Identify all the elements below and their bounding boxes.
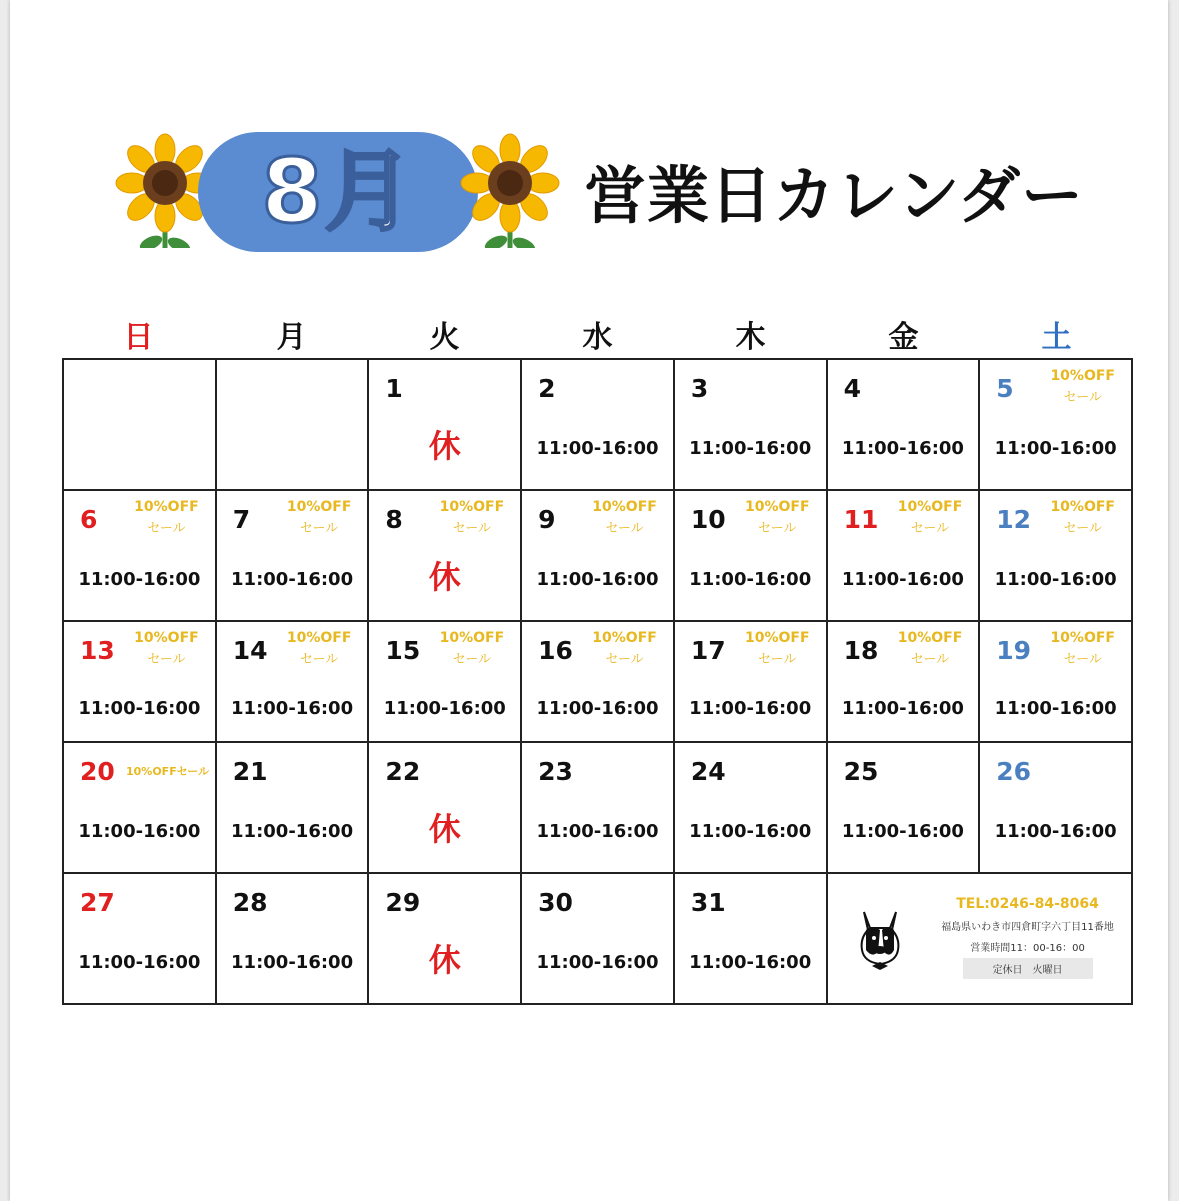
calendar-cell-day-5 [980,360,1133,491]
calendar-cell-day-16 [522,622,675,743]
day-number: 9 [538,505,556,534]
business-hours: 11:00-16:00 [689,698,812,719]
sale-badge [898,628,963,670]
calendar-cell-day-30 [522,874,675,1005]
business-hours: 11:00-16:00 [841,569,964,590]
sale-badge [1050,366,1115,408]
sale-label: セール [910,521,950,536]
day-number: 28 [232,888,268,917]
sale-discount: 10%OFF [134,499,199,515]
calendar-cell-day-31 [675,874,828,1005]
day-number: 16 [538,636,573,665]
day-number: 24 [690,757,726,786]
calendar-cell-day-13 [64,622,217,743]
calendar-cell-day-22 [369,743,522,874]
calendar-cell-day-7 [217,491,370,622]
sale-label: セール [452,652,491,667]
sale-discount: 10%OFF [286,630,352,646]
calendar-cell-day-18 [828,622,981,743]
calendar-cell-day-6 [64,491,217,622]
sale-badge [134,497,199,539]
day-number: 19 [996,636,1032,665]
business-hours: 11:00-16:00 [994,821,1117,842]
sale-label: セール [758,652,797,667]
sale-discount: 10%OFF [286,499,352,515]
calendar-cell-day-21 [217,743,370,874]
calendar-cell-day-9 [522,491,675,622]
day-number: 22 [385,757,421,786]
day-number: 6 [80,505,98,534]
business-hours: 11:00-16:00 [78,952,201,973]
sale-badge [592,497,657,539]
day-number: 27 [80,888,115,917]
calendar-grid [62,358,1133,1005]
shop-phone: TEL:0246-84-8064 [956,896,1099,912]
day-number: 14 [232,636,268,665]
day-number: 20 [80,757,115,786]
calendar-cell-day-3 [675,360,828,491]
calendar-header [110,128,1130,258]
day-number: 17 [690,636,726,665]
sale-badge [592,628,657,670]
calendar-cell-day-26 [980,743,1133,874]
business-hours: 11:00-16:00 [994,438,1117,459]
business-hours: 11:00-16:00 [78,698,201,719]
calendar-cell-day-19 [980,622,1133,743]
calendar-cell-day-8 [369,491,522,622]
sale-label: セール [147,521,186,536]
sale-badge [1050,628,1115,670]
business-hours: 11:00-16:00 [689,438,812,459]
day-number: 30 [538,888,573,917]
sale-badge [287,628,352,670]
business-hours: 11:00-16:00 [536,952,659,973]
weekday-wednesday: 水 [582,320,613,355]
weekday-friday: 金 [888,320,919,355]
closed-mark: 休 [428,558,461,596]
day-number: 26 [996,757,1032,786]
calendar-cell-day-1 [369,360,522,491]
day-number: 18 [843,636,879,665]
calendar-cell-day-25 [828,743,981,874]
day-number: 15 [385,636,421,665]
shop-regular-holiday: 定休日 火曜日 [963,958,1093,979]
dog-logo-icon [854,906,906,972]
business-hours: 11:00-16:00 [994,698,1117,719]
day-number: 23 [538,757,573,786]
day-number: 10 [690,505,726,534]
calendar-cell-day-2 [522,360,675,491]
business-hours: 11:00-16:00 [689,821,812,842]
calendar-cell-day-29 [369,874,522,1005]
business-hours: 11:00-16:00 [536,438,659,459]
sale-badge [745,628,810,670]
business-hours: 11:00-16:00 [231,698,354,719]
sale-discount: 10%OFF [1050,630,1115,646]
sale-discount: 10%OFF [134,630,199,646]
business-hours: 11:00-16:00 [78,569,201,590]
day-number: 1 [385,374,403,403]
business-hours: 11:00-16:00 [536,698,659,719]
closed-mark: 休 [428,941,461,979]
calendar-cell-day-24 [675,743,828,874]
weekday-monday: 月 [276,320,307,355]
day-number: 13 [80,636,115,665]
business-hours: 11:00-16:00 [689,569,812,590]
sale-discount: 10%OFF [592,499,657,515]
day-number: 31 [690,888,726,917]
day-number: 12 [996,505,1032,534]
calendar-page [10,0,1168,1201]
calendar-cell-day-12 [980,491,1133,622]
sale-label: セール [910,652,950,667]
calendar-cell-day-15 [369,622,522,743]
business-hours: 11:00-16:00 [231,952,354,973]
calendar-cell-day-4 [828,360,981,491]
sale-badge [745,497,810,539]
day-number: 5 [996,374,1014,403]
closed-mark: 休 [428,427,461,465]
sale-discount: 10%OFF [1050,368,1115,384]
calendar-cell-empty [217,360,370,491]
calendar-cell-empty [64,360,217,491]
business-hours: 11:00-16:00 [383,698,506,719]
sale-badge-inline: 10%OFFセール [126,765,210,778]
shop-open-hours: 営業時間11：00-16：00 [970,943,1085,954]
shop-address: 福島県いわき市四倉町字六丁目11番地 [941,922,1114,933]
shop-info-cell [828,874,1133,1005]
weekday-sunday: 日 [123,320,154,355]
sale-discount: 10%OFF [439,499,505,515]
business-hours: 11:00-16:00 [536,569,659,590]
weekday-saturday: 土 [1041,320,1072,355]
sale-discount: 10%OFF [745,630,810,646]
month-label: 8月 [261,140,415,243]
sale-label: セール [300,652,339,667]
sale-label: セール [300,521,339,536]
closed-mark: 休 [428,810,461,848]
weekday-tuesday: 火 [429,320,460,355]
business-hours: 11:00-16:00 [994,569,1117,590]
sale-label: セール [758,521,797,536]
calendar-cell-day-10 [675,491,828,622]
sale-discount: 10%OFF [897,630,963,646]
day-number: 2 [538,374,556,403]
sale-discount: 10%OFF [1050,499,1115,515]
calendar-cell-day-14 [217,622,370,743]
calendar-cell-day-20 [64,743,217,874]
business-hours: 11:00-16:00 [536,821,659,842]
day-number: 29 [385,888,421,917]
shop-info [928,896,1128,979]
sale-discount: 10%OFF [439,630,505,646]
sale-label: セール [1063,390,1102,405]
business-hours: 11:00-16:00 [841,821,964,842]
sunflower-icon [455,128,565,248]
calendar-cell-day-17 [675,622,828,743]
sale-label: セール [605,521,644,536]
business-hours: 11:00-16:00 [841,438,964,459]
day-number: 7 [232,505,251,534]
sale-discount: 10%OFF [592,630,657,646]
sale-label: セール [147,652,186,667]
calendar-cell-day-11 [828,491,981,622]
sale-badge [440,497,505,539]
sale-badge [134,628,199,670]
sale-badge [1050,497,1115,539]
sale-label: セール [1063,652,1102,667]
weekday-thursday: 木 [735,320,766,355]
sale-label: セール [1063,521,1102,536]
sale-badge [440,628,505,670]
sale-badge [898,497,963,539]
business-hours: 11:00-16:00 [231,821,354,842]
business-hours: 11:00-16:00 [231,569,354,590]
sale-label: セール [605,652,644,667]
calendar-cell-day-23 [522,743,675,874]
day-number: 11 [843,505,879,534]
weekday-header-row [62,312,1133,356]
sale-discount: 10%OFF [897,499,963,515]
calendar-cell-day-28 [217,874,370,1005]
sale-label: セール [452,521,491,536]
day-number: 3 [690,374,709,403]
day-number: 25 [843,757,879,786]
business-hours: 11:00-16:00 [78,821,201,842]
day-number: 21 [232,757,268,786]
business-hours: 11:00-16:00 [689,952,812,973]
sale-discount: 10%OFF [745,499,810,515]
sale-badge [287,497,352,539]
day-number: 4 [843,374,861,403]
calendar-title: 営業日カレンダー [584,159,1084,232]
business-hours: 11:00-16:00 [841,698,964,719]
calendar-cell-day-27 [64,874,217,1005]
day-number: 8 [385,505,403,534]
